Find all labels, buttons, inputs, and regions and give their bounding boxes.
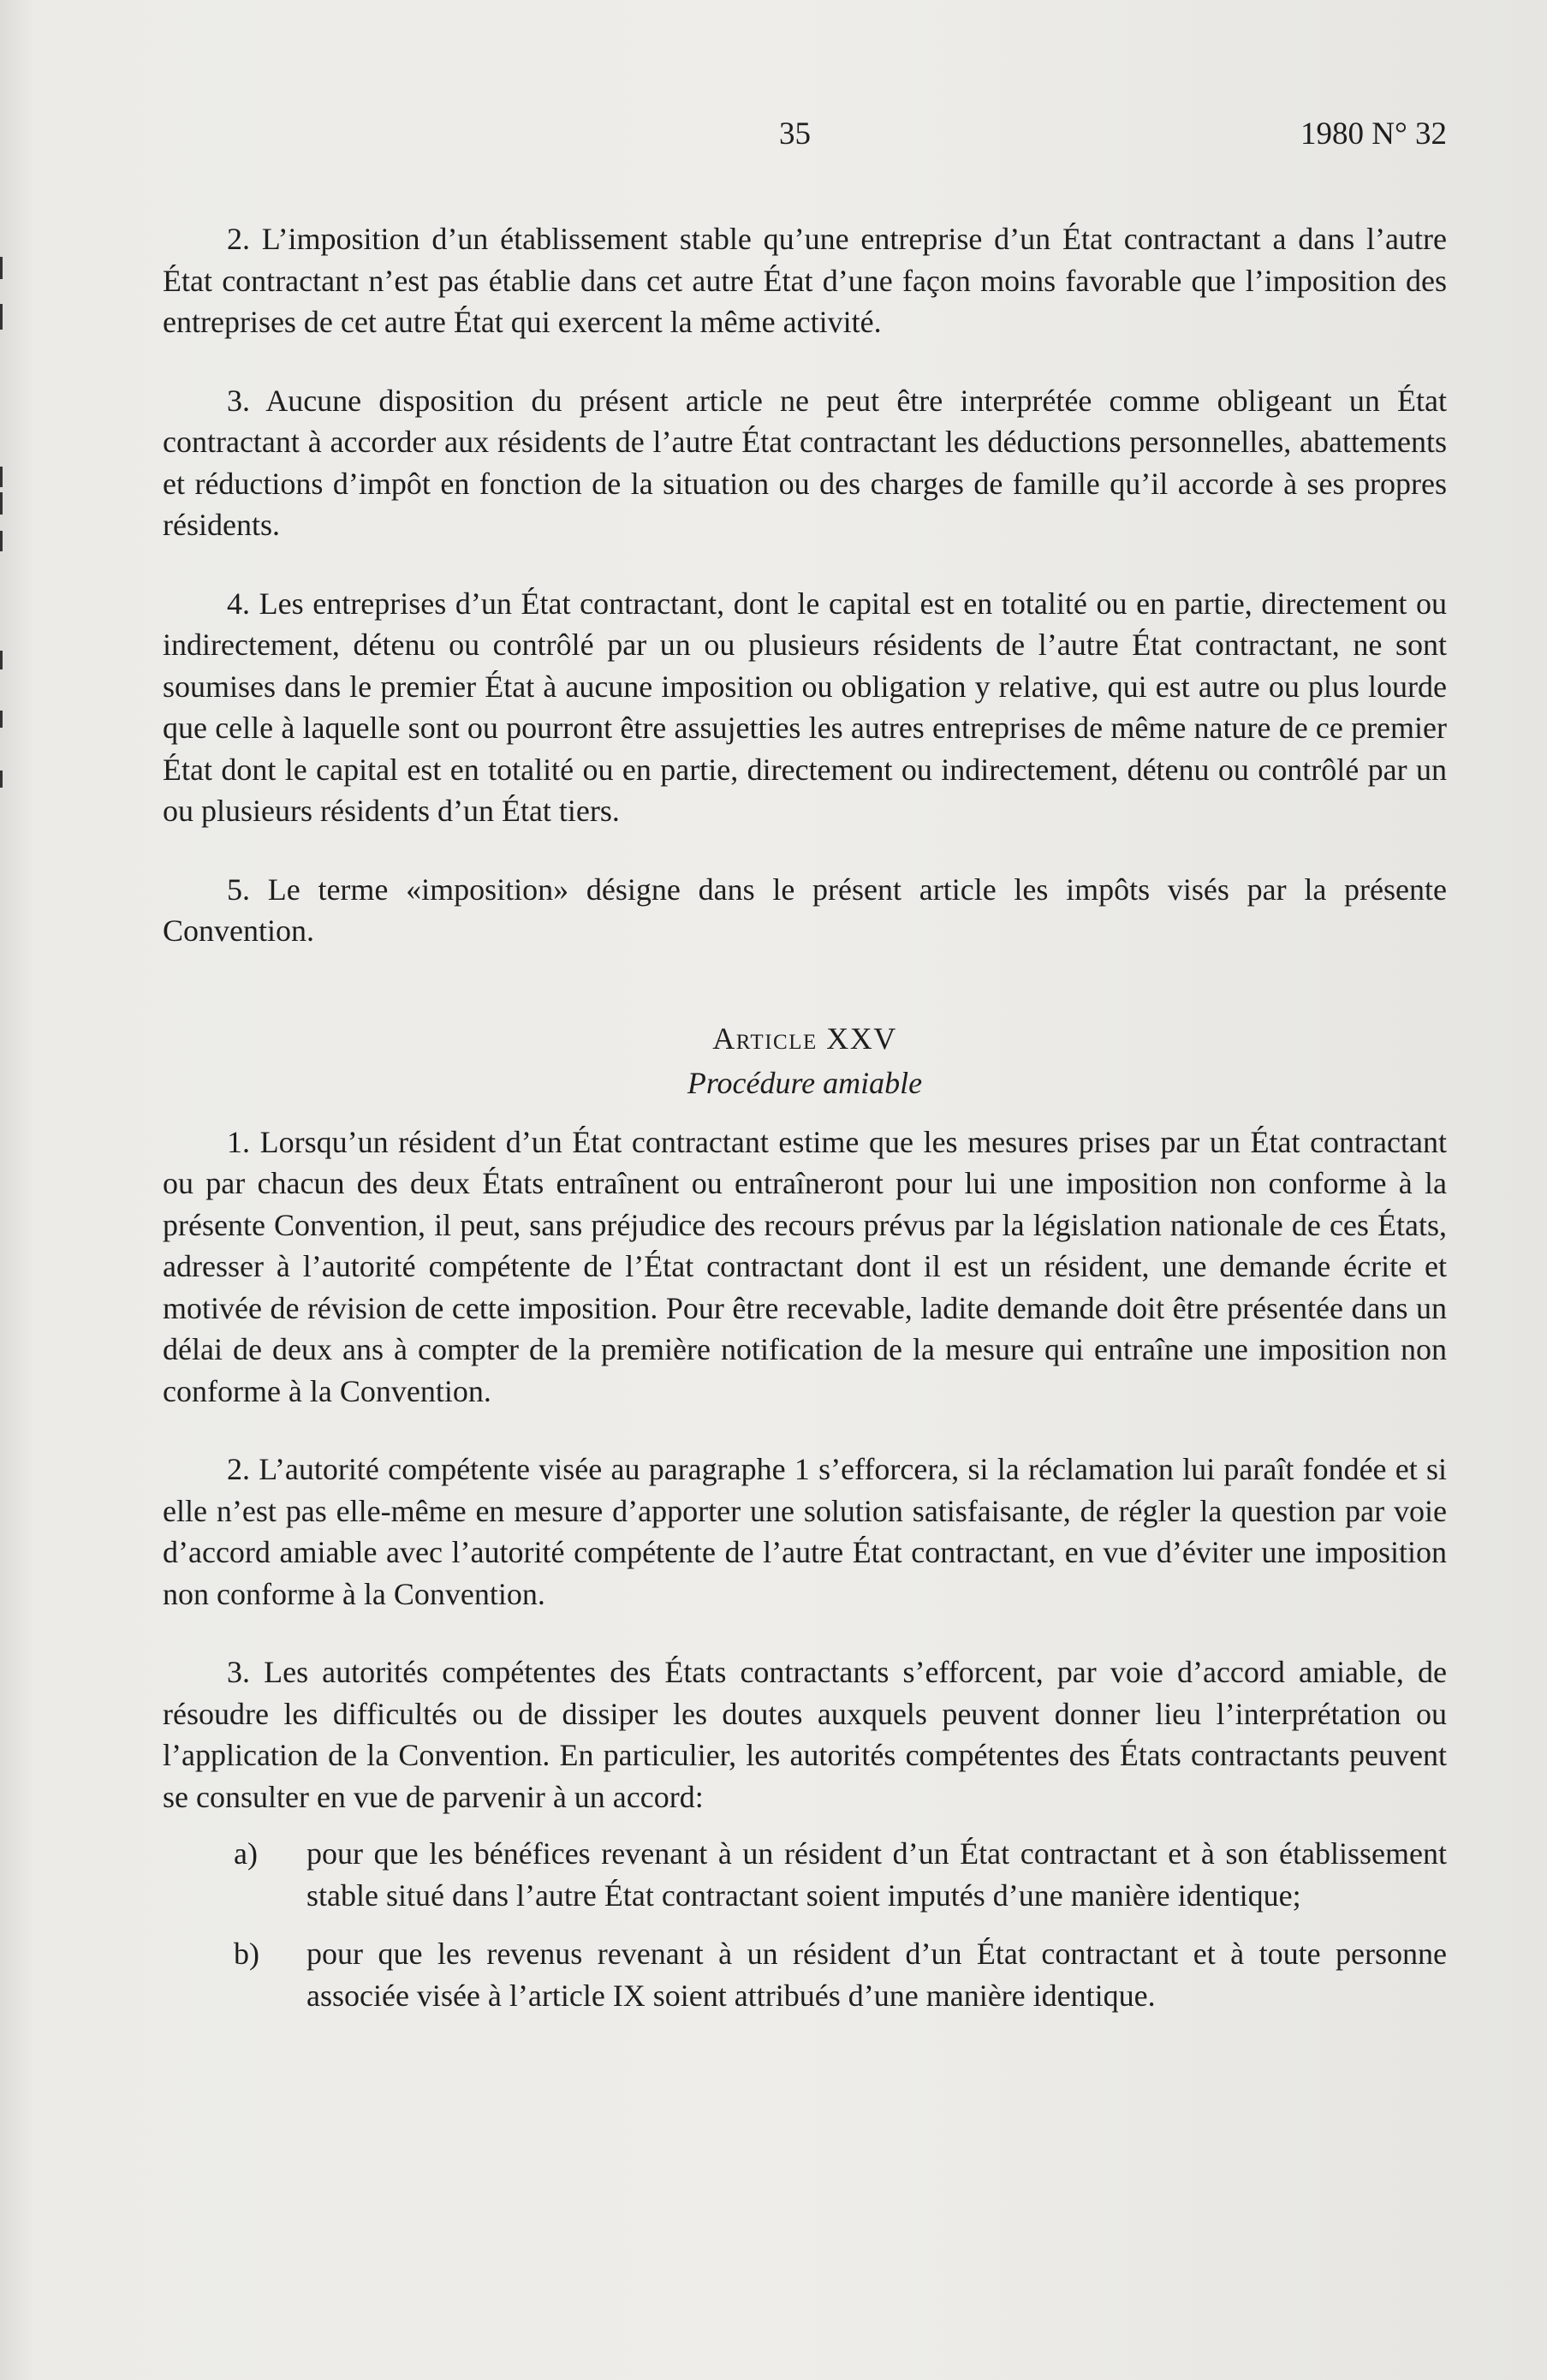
paragraph: 3. Les autorités compétentes des États contractants s’efforcent, par voie d’accord amiable, de résoudre les difficultés ou de dissiper les doutes auxquels peuvent donner lieu l’interprétation ou l’application de la Convention. En particulier, les autorités compétentes des États contractants peuvent se consulter en vue de parvenir à un accord: bbox=[163, 1655, 1447, 1814]
running-head bbox=[163, 116, 1447, 158]
article-subtitle: Procédure amiable bbox=[687, 1066, 923, 1100]
list-marker: a) bbox=[234, 1836, 258, 1871]
list-text: pour que les revenus revenant à un résident d’un État contractant et à toute personne associée visée à l’article IX soient attribués d’une manière identique. bbox=[306, 1937, 1447, 2013]
document-body bbox=[163, 218, 1447, 2033]
paragraph: 5. Le terme «imposition» désigne dans le présent article les impôts visés par la présente Convention. bbox=[163, 872, 1447, 948]
article-title: Article XXV bbox=[712, 1020, 897, 1056]
paragraph: 2. L’imposition d’un établissement stable qu’une entreprise d’un État contractant a dans l’autre État contractant n’est pas établie dans cet autre État d’une façon moins favorable que l’imposition des entreprises de cet autre État qui exercent la même activité. bbox=[163, 222, 1447, 339]
page-edge-marks bbox=[0, 0, 14, 2380]
document-reference: 1980 N° 32 bbox=[1300, 116, 1447, 152]
paragraph: 1. Lorsqu’un résident d’un État contractant estime que les mesures prises par un État contractant ou par chacun des deux États entraînent ou entraîneront pour lui une imposition non conforme à la présente Convention, il peut, sans préjudice des recours prévus par la législation nationale de ces États, adresser à l’autorité compétente de l’État contractant dont il est un résident, une demande écrite et motivée de révision de cette imposition. Pour être recevable, ladite demande doit être présentée dans un délai de deux ans à compter de la première notification de la mesure qui entraîne une imposition non conforme à la Convention. bbox=[163, 1124, 1447, 1408]
paragraph: 2. L’autorité compétente visée au paragraphe 1 s’efforcera, si la réclamation lui paraît fondée et si elle n’est pas elle-même en mesure d’apporter une solution satisfaisante, de régler la question par voie d’accord amiable avec l’autorité compétente de l’autre État contractant, en vue d’éviter une imposition non conforme à la Convention. bbox=[163, 1452, 1447, 1611]
list-item bbox=[163, 1833, 1447, 1916]
list-marker: b) bbox=[234, 1937, 259, 1971]
list-text: pour que les bénéfices revenant à un résident d’un État contractant et à son établissement stable situé dans l’autre État contractant soient imputés d’une manière identique; bbox=[306, 1836, 1447, 1913]
paragraph: 3. Aucune disposition du présent article ne peut être interprétée comme obligeant un État contractant à accorder aux résidents de l’autre État contractant les déductions personnelles, abattements et réductions d’impôt en fonction de la situation ou des charges de famille qu’il accorde à ses propres résidents. bbox=[163, 383, 1447, 542]
list-item bbox=[163, 1933, 1447, 2016]
page-number: 35 bbox=[779, 116, 811, 152]
paragraph: 4. Les entreprises d’un État contractant, dont le capital est en totalité ou en partie, directement ou indirectement, détenu ou contrôlé par un ou plusieurs résidents de l’autre État contractant, ne sont soumises dans le premier État à aucune imposition ou obligation y relative, qui est autre ou plus lourde que celle à laquelle sont ou pourront être assujetties les autres entreprises de même nature de ce premier État dont le capital est en totalité ou en partie, directement ou indirectement, détenu ou contrôlé par un ou plusieurs résidents d’un État tiers. bbox=[163, 586, 1447, 828]
